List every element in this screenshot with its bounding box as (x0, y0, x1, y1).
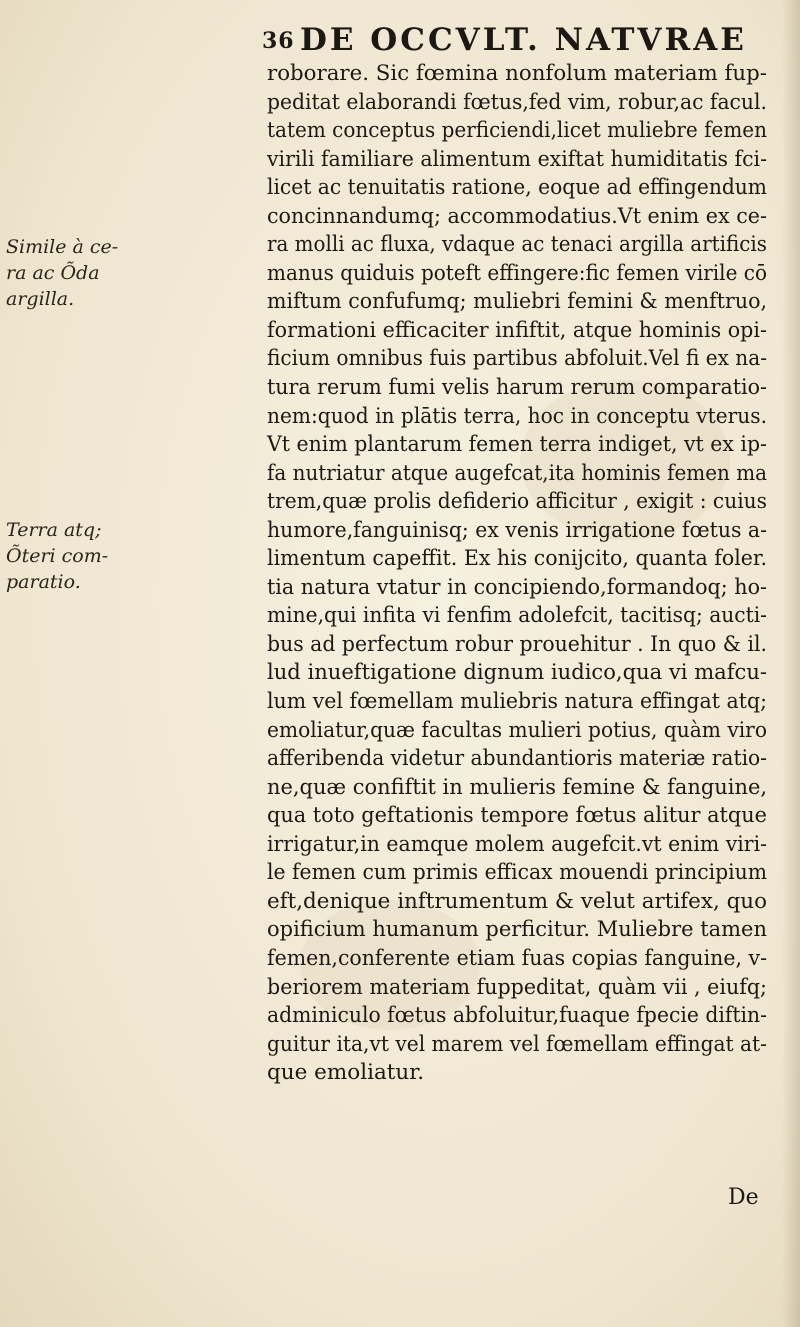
text-line: adminiculo fœtus abfoluitur,fuaque fpecie diftin- (267, 1003, 768, 1029)
text-line: concinnandumq; accommodatius.Vt enim ex ce- (267, 203, 767, 229)
page-edge-shadow (782, 0, 800, 1327)
text-line: eft,denique inftrumentum & velut artifex, quo (267, 888, 768, 914)
page-header (262, 18, 762, 62)
text-line: bus ad perfectum robur prouehitur . In quo & il. (267, 631, 767, 657)
text-line: opificium humanum perficitur. Muliebre tamen (267, 917, 767, 943)
text-line: lum vel fœmellam muliebris natura effingat atq; (267, 689, 767, 715)
text-line: irrigatur,in eamque molem augefcit.vt enim viri- (267, 831, 768, 857)
marginal-note (6, 517, 109, 595)
page-number: 36 (262, 28, 295, 54)
marginal-note-line: paratio. (6, 571, 81, 593)
text-line: qua toto geftationis tempore fœtus alitur atque (267, 803, 767, 829)
marginal-note-line: Õteri com- (6, 545, 109, 567)
text-line: mine,qui infita vi fenfim adolefcit, tacitisq; aucti- (267, 603, 768, 629)
text-line: tura rerum fumi velis harum rerum comparatio- (267, 375, 767, 401)
text-line: que emoliatur. (267, 1060, 425, 1086)
catchword: De (728, 1185, 759, 1210)
marginal-note-line: ra ac Õda (6, 262, 100, 284)
text-line: ficium omnibus fuis partibus abfoluit.Vel fi ex na- (267, 346, 767, 372)
text-line: miftum confufumq; muliebri femini & menftruo, (267, 289, 767, 315)
running-head: DE OCCVLT. NATVRAE (300, 22, 747, 58)
text-line: ra molli ac fluxa, vdaque ac tenaci argilla artificis (267, 232, 767, 258)
text-line: tia natura vtatur in concipiendo,formandoq; ho- (267, 574, 768, 600)
text-line: formationi efficaciter infiftit, atque hominis opi- (267, 317, 767, 343)
marginal-note (6, 234, 119, 312)
text-line: femen,conferente etiam fuas copias fanguine, v- (267, 945, 767, 971)
text-line: nem:quod in plātis terra, hoc in conceptu vterus. (267, 403, 768, 429)
text-line: peditat elaborandi fœtus,fed vim, robur,ac facul. (267, 89, 767, 115)
marginal-note-line: Terra atq; (6, 519, 102, 541)
text-line: le femen cum primis efficax mouendi principium (267, 860, 768, 886)
text-line: humore,fanguinisq; ex venis irrigatione fœtus a- (267, 517, 767, 543)
text-line: afferibenda videtur abundantioris materiæ ratio- (267, 746, 768, 772)
text-line: roborare. Sic fœmina nonfolum materiam fup- (267, 61, 767, 86)
body-text (267, 60, 767, 1088)
text-line: virili familiare alimentum exiftat humiditatis fci- (267, 146, 767, 172)
text-line: ne,quæ confiftit in mulieris femine & fanguine, (267, 774, 768, 800)
text-line: licet ac tenuitatis ratione, eoque ad effingendum (267, 175, 767, 201)
text-line: Vt enim plantarum femen terra indiget, vt ex ip- (267, 432, 767, 458)
text-line: beriorem materiam fuppeditat, quàm vii , eiufq; (267, 974, 768, 1000)
text-line: fa nutriatur atque augefcat,ita hominis femen ma (267, 460, 767, 486)
text-line: trem,quæ prolis defiderio afficitur , exigit : cuius (267, 489, 767, 515)
text-line: manus quiduis poteft effingere:fic femen virile cō (267, 260, 767, 286)
marginal-note-line: argilla. (6, 288, 75, 310)
marginal-note-line: Simile à ce- (6, 236, 119, 258)
text-line: guitur ita,vt vel marem vel fœmellam effingat at- (267, 1031, 767, 1057)
text-line: emoliatur,quæ facultas mulieri potius, quàm viro (267, 717, 767, 743)
text-line: tatem conceptus perficiendi,licet muliebre femen (267, 118, 768, 144)
text-line: limentum capeffit. Ex his conijcito, quanta foler. (267, 546, 768, 572)
text-line: lud inueftigatione dignum iudico,qua vi mafcu- (267, 660, 768, 686)
